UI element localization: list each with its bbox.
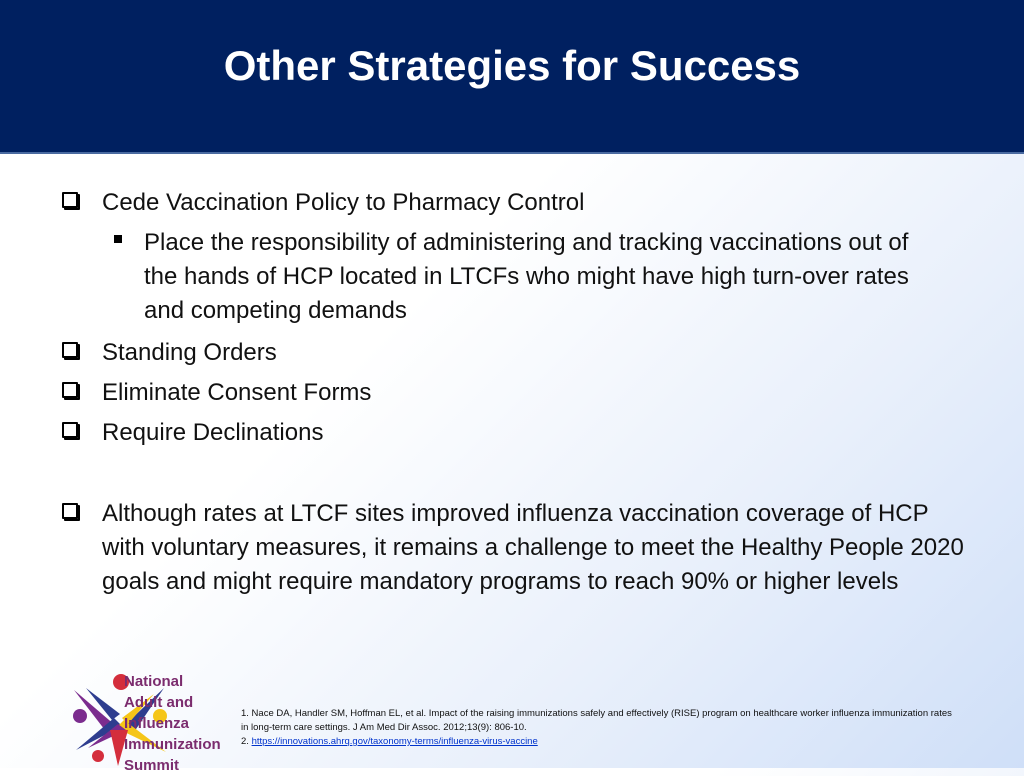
logo-line: Adult and — [124, 694, 194, 711]
logo-line: Influenza — [124, 715, 190, 732]
logo-wordmark — [124, 671, 221, 776]
checkbox-bullet-icon — [62, 342, 78, 358]
reference-2-prefix: 2. — [241, 736, 252, 747]
bullet-item — [62, 336, 277, 370]
slide-title: Other Strategies for Success — [223, 42, 801, 89]
bullet-item — [62, 376, 371, 410]
checkbox-bullet-icon — [62, 422, 78, 438]
square-bullet-icon — [114, 235, 122, 243]
logo-line: National — [124, 673, 184, 690]
bullet-item — [62, 497, 967, 599]
checkbox-bullet-icon — [62, 382, 78, 398]
reference-1: 1. Nace DA, Handler SM, Hoffman EL, et al. Impact of the raising immunizations safely and effectively (RISE) program on healthcare worker influenza immunization rates in long-term care settings. J Am Med Dir Assoc. 2012;13(9): 806-10. — [241, 708, 952, 733]
bullet-item — [62, 186, 584, 220]
bullet-text: Require Declinations — [102, 419, 324, 446]
bullet-text: Although rates at LTCF sites improved influenza vaccination coverage of HCP with voluntary measures, it remains a challenge to meet the Healthy People 2020 goals and might require mandatory programs to reach 90% or higher levels — [102, 500, 964, 595]
checkbox-bullet-icon — [62, 192, 78, 208]
checkbox-bullet-icon — [62, 503, 78, 519]
bullet-text: Standing Orders — [102, 339, 277, 366]
sub-bullet-text: Place the responsibility of administering and tracking vaccinations out of the hands of HCP located in LTCFs who might have high turn-over rates and competing demands — [144, 229, 909, 324]
reference-2 — [241, 735, 961, 749]
sub-bullet-item — [114, 226, 944, 328]
bullet-item — [62, 416, 323, 450]
bullet-text: Eliminate Consent Forms — [102, 379, 372, 406]
logo-line: Summit — [124, 757, 180, 774]
logo-line: Immunization — [124, 736, 221, 753]
references — [241, 707, 961, 749]
reference-2-link[interactable]: https://innovations.ahrq.gov/taxonomy-terms/influenza-virus-vaccine — [251, 736, 538, 747]
bullet-text: Cede Vaccination Policy to Pharmacy Control — [102, 189, 585, 216]
